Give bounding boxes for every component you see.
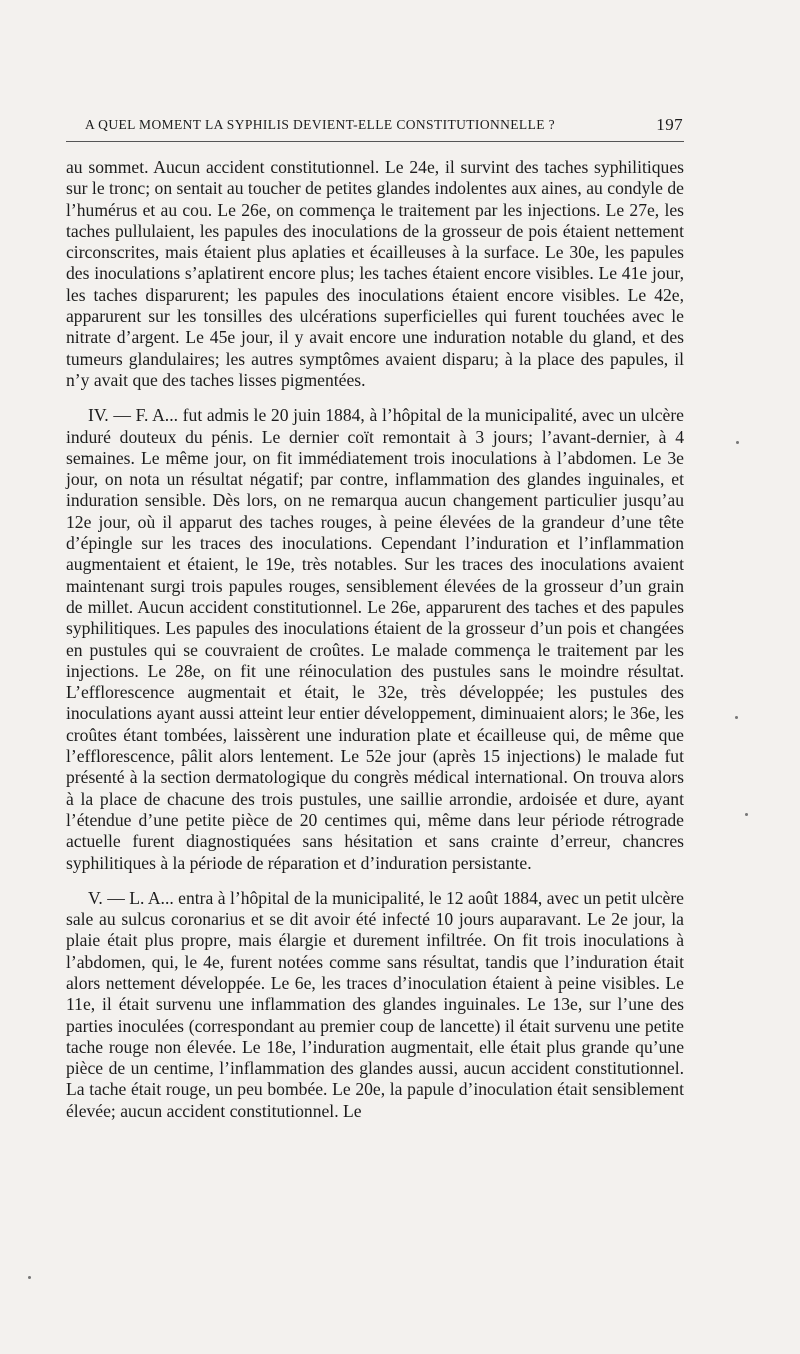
paper-speck	[745, 813, 748, 816]
paragraph-case-v: V. — L. A... entra à l’hôpital de la municipalité, le 12 août 1884, avec un petit ulcère sale au sulcus coronarius et se dit avoir été infecté 10 jours auparavant. Le 2e jour, la plaie était plus propre, mais élargie et durement infiltrée. On fit trois inoculations à l’abdomen, qui, le 4e, furent notées comme sans résultat, tandis que l’induration était alors nettement développée. Le 6e, les traces d’inoculation étaient à peine visibles. Le 11e, il était survenu une inflammation des glandes inguinales. Le 13e, sur l’une des parties inoculées (correspondant au premier coup de lancette) il était survenu une petite tache rouge non élevée. Le 18e, l’induration augmentait, elle était plus grande qu’une pièce de un centime, l’inflammation des glandes aussi, aucun accident constitutionnel. La tache était rouge, un peu bombée. Le 20e, la papule d’inoculation était sensiblement élevée; aucun accident constitutionnel. Le	[66, 887, 684, 1121]
paper-speck	[28, 1276, 31, 1279]
page-number: 197	[656, 115, 683, 134]
paper-speck	[736, 441, 739, 444]
body-text	[66, 157, 684, 1122]
paragraph-continuation: au sommet. Aucun accident constitutionnel. Le 24e, il survint des taches syphilitiques sur le tronc; on sentait au toucher de petites glandes indolentes aux aines, au condyle de l’humérus et au cou. Le 26e, on commença le traitement par les injections. Le 27e, les taches pullulaient, les papules des inoculations de la grosseur de pois étaient nettement circonscrites, mais étaient plus aplaties et écailleuses à la surface. Le 30e, les papules des inoculations s’aplatirent encore plus; les taches étaient encore visibles. Le 41e jour, les taches disparurent; les papules des inoculations étaient encore visibles. Le 42e, apparurent sur les tonsilles des ulcérations superficielles qui furent touchées avec le nitrate d’argent. Le 45e jour, il y avait encore une induration notable du gland, et des tumeurs glandulaires; les autres symptômes avaient disparu; à la place des papules, il n’y avait que des taches lisses pigmentées.	[66, 157, 684, 390]
page-header	[85, 117, 683, 139]
paragraph-case-iv: IV. — F. A... fut admis le 20 juin 1884, à l’hôpital de la municipalité, avec un ulcère induré douteux du pénis. Le dernier coït remontait à 3 jours; l’avant-dernier, à 4 semaines. Le même jour, on fit immédiatement trois inoculations à l’abdomen. Le 3e jour, on nota un résultat négatif; par contre, inflammation des glandes inguinales, et induration sensible. Dès lors, on ne remarqua aucun changement particulier jusqu’au 12e jour, où il apparut des taches rouges, à peine élevées de la grandeur d’une tête d’épingle sur les traces des inoculations. Cependant l’induration et l’inflammation augmentaient et étaient, le 19e, très notables. Sur les traces des inoculations avaient maintenant surgi trois papules rouges, sensiblement élevées de la grosseur d’un grain de millet. Aucun accident constitutionnel. Le 26e, apparurent des taches et des papules syphilitiques. Les papules des inoculations étaient de la grosseur d’un pois et changées en pustules qui se couvraient de croûtes. Le malade commença le traitement par les injections. Le 28e, on fit une réinoculation des pustules sans le moindre résultat. L’efflorescence augmentait et était, le 32e, très développée; les pustules des inoculations ayant aussi atteint leur entier développement, diminuaient alors; le 36e, les croûtes étant tombées, laissèrent une induration plate et écailleuse qui, de même que l’efflorescence, pâlit alors lentement. Le 52e jour (après 15 injections) le malade fut présenté à la section dermatologique du congrès médical international. On trouva alors à la place de chacune des trois pustules, une saillie arrondie, ardoisée et dure, ayant l’étendue d’une petite pièce de 20 centimes qui, même dans leur période rétrograde actuelle furent diagnostiquées sans hésitation et sans crainte d’erreur, chancres syphilitiques à la période de réparation et d’induration persistante.	[66, 405, 684, 873]
header-rule	[66, 141, 684, 142]
paper-speck	[735, 716, 738, 719]
running-title: A QUEL MOMENT LA SYPHILIS DEVIENT-ELLE CONSTITUTIONNELLE ?	[85, 117, 556, 132]
